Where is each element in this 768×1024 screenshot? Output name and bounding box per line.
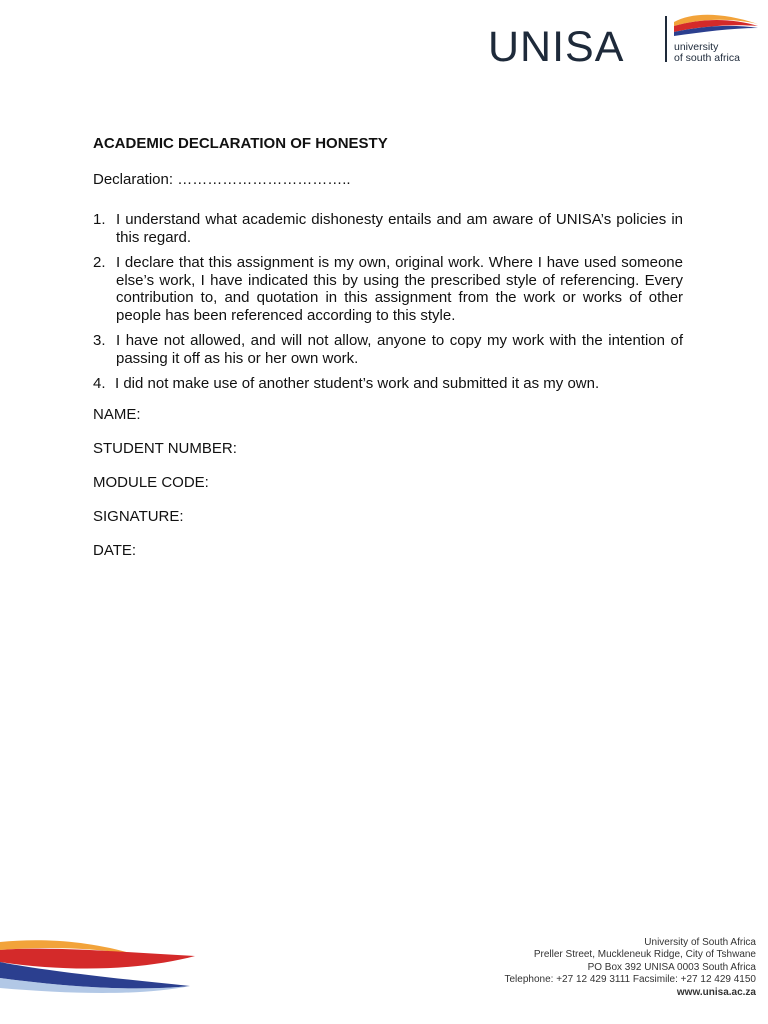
footer-line-2: Preller Street, Muckleneuk Ridge, City of Tshwane [533,949,756,961]
list-item-text: I have not allowed, and will not allow, anyone to copy my work with the intention of passing it off as his or her own work. [116,332,683,367]
list-item [93,254,683,324]
declaration-list [93,211,683,393]
field-module-code: MODULE CODE: [93,473,209,491]
logo-subtitle [674,42,740,64]
document-title: ACADEMIC DECLARATION OF HONESTY [93,135,388,152]
list-item-number: 1. [93,211,106,228]
logo-wordmark: UNISA [488,23,625,71]
logo-subtitle-line1: university [674,41,719,53]
footer-website: www.unisa.ac.za [676,986,756,998]
logo-swoosh-icon [672,12,758,40]
field-date: DATE: [93,541,137,559]
list-item-number: 2. [93,254,106,271]
field-name: NAME: [93,405,141,423]
unisa-logo [488,12,758,72]
footer-line-1: University of South Africa [644,937,756,948]
declaration-line: Declaration: …………………………….. [93,170,351,188]
document-body [93,135,683,576]
list-item-text: I understand what academic dishonesty entails and am aware of UNISA’s policies in this regard. [116,211,683,246]
list-item-text: I declare that this assignment is my own, original work. Where I have used someone else’s work, I have indicated this by using the prescribed style of referencing. Every contribution to, and quotation in this assignment from the work or works of other people has been referenced according to this style. [116,254,683,324]
list-item-text: I did not make use of another student’s work and submitted it as my own. [115,375,600,392]
logo-divider [665,16,667,62]
field-student-number: STUDENT NUMBER: [93,439,237,457]
footer-line-3: PO Box 392 UNISA 0003 South Africa [587,961,756,973]
footer-swoosh-icon [0,934,200,998]
list-item [93,332,683,367]
list-item-number: 3. [93,332,106,349]
footer-address [436,937,756,999]
logo-subtitle-line2: of south africa [674,52,740,64]
field-signature: SIGNATURE: [93,507,184,525]
list-item [93,375,683,393]
list-item-number: 4. [93,375,106,392]
footer-line-4: Telephone: +27 12 429 3111 Facsimile: +27 12 429 4150 [504,974,756,986]
list-item [93,211,683,246]
